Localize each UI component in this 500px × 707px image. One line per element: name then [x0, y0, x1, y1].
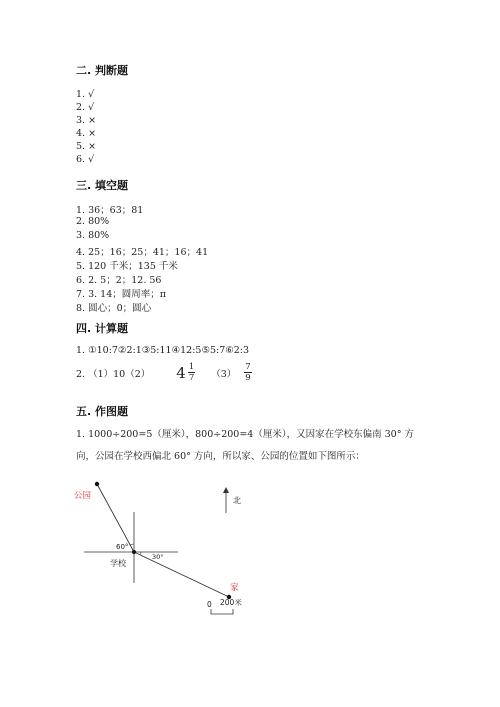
fill-answer-1: 1. 36；63；81 — [76, 205, 144, 216]
school-label: 学校 — [110, 559, 126, 568]
section2-title: 二. 判断题 — [76, 64, 129, 77]
fill-answer-5: 5. 120 千米；135 千米 — [76, 261, 178, 272]
judge-answer-4: 4. × — [76, 128, 97, 139]
drawing-explanation-line2: 向，公园在学校西偏北 60° 方向，所以家、公园的位置如下图所示： — [76, 451, 365, 462]
mixed-number-whole: 4 — [176, 363, 186, 382]
scale-zero-label: 0 — [207, 600, 212, 609]
scale-bar — [211, 609, 233, 614]
judge-answer-5: 5. × — [76, 141, 97, 152]
park-label: 公园 — [74, 491, 92, 501]
fill-answer-2: 2. 80% — [76, 216, 110, 227]
fill-answer-4: 4. 25；16；25；41；16；41 — [76, 247, 209, 258]
calc-answer-2-part3: （3） — [211, 368, 237, 380]
fraction-denominator: 9 — [245, 373, 251, 383]
judge-answer-1: 1. √ — [76, 89, 95, 100]
calc-answer-2-prefix: 2. （1）10（2） — [76, 368, 151, 380]
judge-answer-2: 2. √ — [76, 102, 95, 113]
park-point — [95, 482, 99, 486]
fill-answer-3: 3. 80% — [76, 230, 110, 241]
home-label: 家 — [230, 583, 239, 593]
scale-distance-label: 200米 — [220, 598, 242, 607]
section3-title: 三. 填空题 — [76, 179, 129, 192]
north-arrow-icon — [223, 487, 229, 493]
angle-30-label: 30° — [152, 553, 164, 561]
fraction-denominator: 7 — [188, 373, 195, 383]
drawing-explanation-line1: 1. 1000÷200=5（厘米），800÷200=4（厘米），又因家在学校东偏南 30° 方 — [76, 429, 414, 440]
school-to-home-line — [134, 552, 229, 597]
judge-answer-3: 3. × — [76, 115, 97, 126]
section4-title: 四. 计算题 — [76, 322, 129, 335]
angle-30-arc — [140, 552, 141, 555]
north-label: 北 — [233, 496, 241, 505]
fill-answer-8: 8. 圆心；0；圆心 — [76, 303, 152, 314]
judge-answer-6: 6. √ — [76, 154, 95, 165]
calc-answer-1: 1. ①10:7②2:1③5:11④12:5⑤5:7⑥2:3 — [76, 345, 250, 356]
school-to-park-line — [97, 484, 134, 552]
angle-60-label: 60° — [116, 543, 129, 551]
section5-title: 五. 作图题 — [76, 405, 129, 418]
fill-answer-7: 7. 3. 14；圆周率；π — [76, 289, 166, 300]
fraction-numerator: 7 — [245, 362, 251, 372]
school-point — [132, 550, 136, 554]
fraction-numerator: 1 — [188, 362, 195, 372]
angle-60-arc — [130, 544, 134, 545]
fill-answer-6: 6. 2. 5；2；12. 56 — [76, 275, 162, 286]
